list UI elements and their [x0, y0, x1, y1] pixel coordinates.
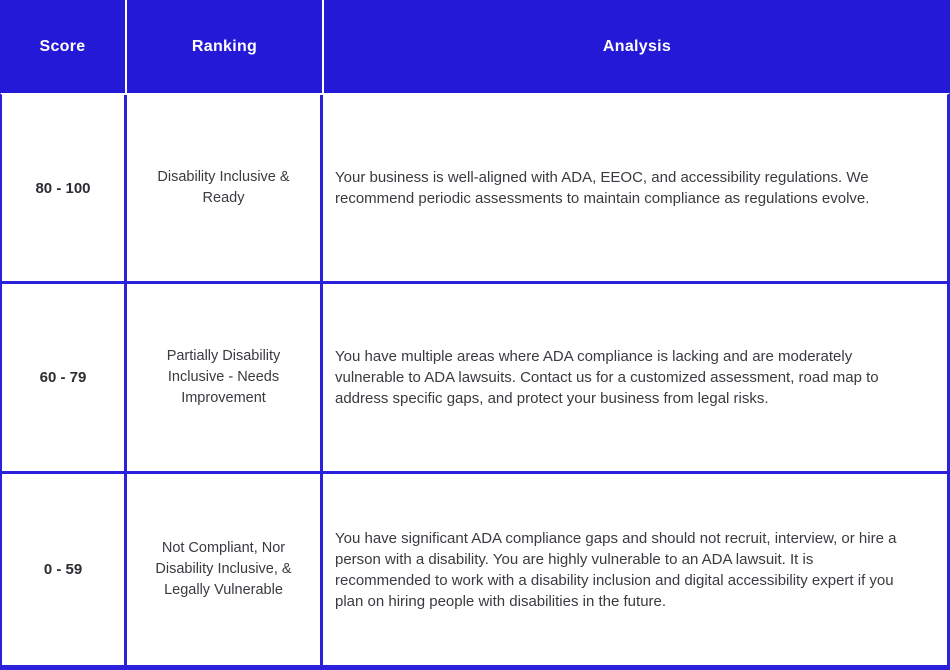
ranking-cell: Partially Disability Inclusive - Needs Improvement: [127, 284, 323, 471]
score-cell: 80 - 100: [2, 95, 127, 281]
column-header-analysis: Analysis: [602, 37, 672, 55]
ranking-cell: Not Compliant, Nor Disability Inclusive, & Legally Vulnerable: [127, 474, 323, 665]
score-cell: 0 - 59: [2, 474, 127, 665]
table-row: [2, 474, 947, 665]
table-body: [0, 93, 950, 670]
column-header-score: Score: [0, 0, 127, 93]
analysis-cell: Your business is well-aligned with ADA, EEOC, and accessibility regulations. We recommend periodic assessments to maintain compliance as regulations evolve.: [335, 169, 870, 207]
ranking-cell: Disability Inclusive & Ready: [127, 95, 323, 281]
table-header-row: [0, 0, 950, 93]
column-header-ranking: Ranking: [127, 0, 324, 93]
analysis-cell: You have multiple areas where ADA compliance is lacking and are moderately vulnerable to ADA lawsuits. Contact us for a customized assessment, road map to address specific gaps, and protect your business from legal risks.: [335, 348, 879, 407]
score-cell: 60 - 79: [2, 284, 127, 471]
analysis-cell: You have significant ADA compliance gaps and should not recruit, interview, or hire a person with a disability. You are highly vulnerable to an ADA lawsuit. It is recommended to work with a disability inclusion and digital accessibility expert if you plan on hiring people with disabilities in the future.: [335, 529, 897, 610]
table-row: [2, 284, 947, 474]
table-row: [2, 95, 947, 284]
